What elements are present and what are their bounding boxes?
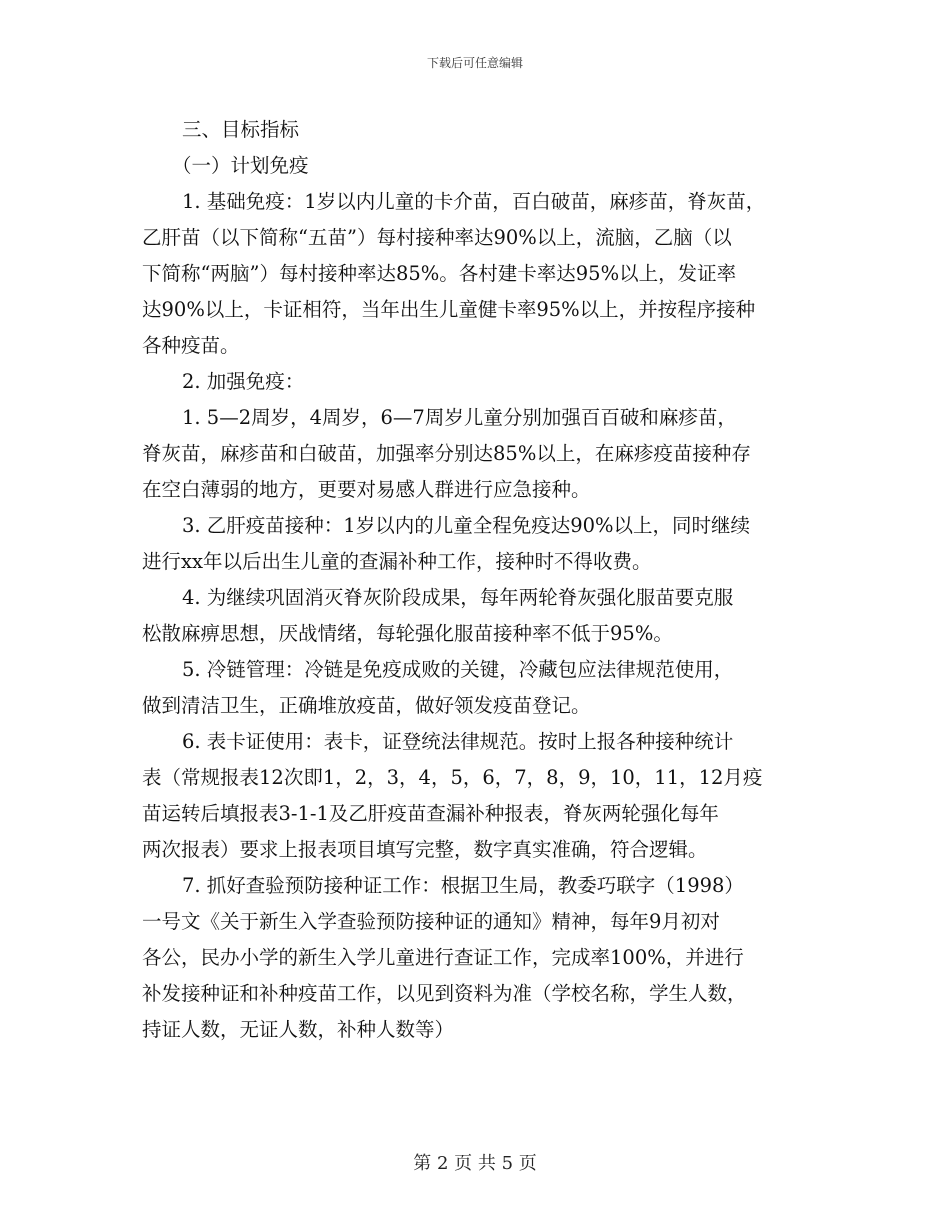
paragraph-line: 表（常规报表12次即1，2，3，4，5，6，7，8，9，10，11，12月疫 — [142, 766, 763, 789]
paragraph-line: 补发接种证和补种疫苗工作，以见到资料为准（学校名称，学生人数， — [142, 982, 747, 1005]
paragraph-line: 脊灰苗，麻疹苗和白破苗，加强率分别达85%以上，在麻疹疫苗接种存 — [142, 442, 751, 465]
paragraph-line: 达90%以上，卡证相符，当年出生儿童健卡率95%以上，并按程序接种 — [142, 298, 756, 321]
page-number-footer: 第 2 页 共 5 页 — [413, 1153, 537, 1174]
subsection-heading: （一）计划免疫 — [172, 154, 309, 177]
paragraph-line: 5. 冷链管理：冷链是免疫成败的关键，冷藏包应法律规范使用， — [182, 658, 734, 681]
paragraph-line: 4. 为继续巩固消灭脊灰阶段成果，每年两轮脊灰强化服苗要克服 — [182, 586, 734, 609]
paragraph-line: 一号文《关于新生入学查验预防接种证的通知》精神，每年9月初对 — [142, 910, 720, 933]
paragraph-line: 苗运转后填报表3-1-1及乙肝疫苗查漏补种报表，脊灰两轮强化每年 — [142, 802, 719, 825]
paragraph-line: 各种疫苗。 — [142, 334, 240, 357]
paragraph-line: 做到清洁卫生，正确堆放疫苗，做好领发疫苗登记。 — [142, 694, 591, 717]
paragraph-line: 持证人数，无证人数，补种人数等） — [142, 1018, 455, 1041]
paragraph-line: 2. 加强免疫： — [182, 370, 305, 393]
paragraph-line: 3. 乙肝疫苗接种：1岁以内的儿童全程免疫达90%以上，同时继续 — [182, 514, 751, 537]
paragraph-line: 乙肝苗（以下简称“五苗”）每村接种率达90%以上，流脑，乙脑（以 — [142, 226, 732, 249]
paragraph-line: 1. 5—2周岁，4周岁，6—7周岁儿童分别加强百百破和麻疹苗， — [182, 406, 737, 429]
paragraph-line: 下简称“两脑”）每村接种率达85%。各村建卡率达95%以上，发证率 — [142, 262, 737, 285]
paragraph-line: 各公，民办小学的新生入学儿童进行查证工作，完成率100%，并进行 — [142, 946, 744, 969]
paragraph-line: 1. 基础免疫：1岁以内儿童的卡介苗，百白破苗，麻疹苗，脊灰苗， — [182, 190, 766, 213]
paragraph-line: 松散麻痹思想，厌战情绪，每轮强化服苗接种率不低于95%。 — [142, 622, 673, 645]
paragraph-line: 6. 表卡证使用：表卡，证登统法律规范。按时上报各种接种统计 — [182, 730, 734, 753]
page-header: 下载后可任意编辑 — [426, 56, 523, 70]
paragraph-line: 进行xx年以后出生儿童的查漏补种工作，接种时不得收费。 — [142, 550, 652, 573]
paragraph-line: 在空白薄弱的地方，更要对易感人群进行应急接种。 — [142, 478, 591, 501]
paragraph-line: 两次报表）要求上报表项目填写完整，数字真实准确，符合逻辑。 — [142, 838, 708, 861]
paragraph-line: 7. 抓好查验预防接种证工作：根据卫生局，教委巧联字（1998） — [182, 874, 744, 897]
section-heading: 三、目标指标 — [182, 118, 300, 141]
document-body — [142, 112, 822, 1048]
